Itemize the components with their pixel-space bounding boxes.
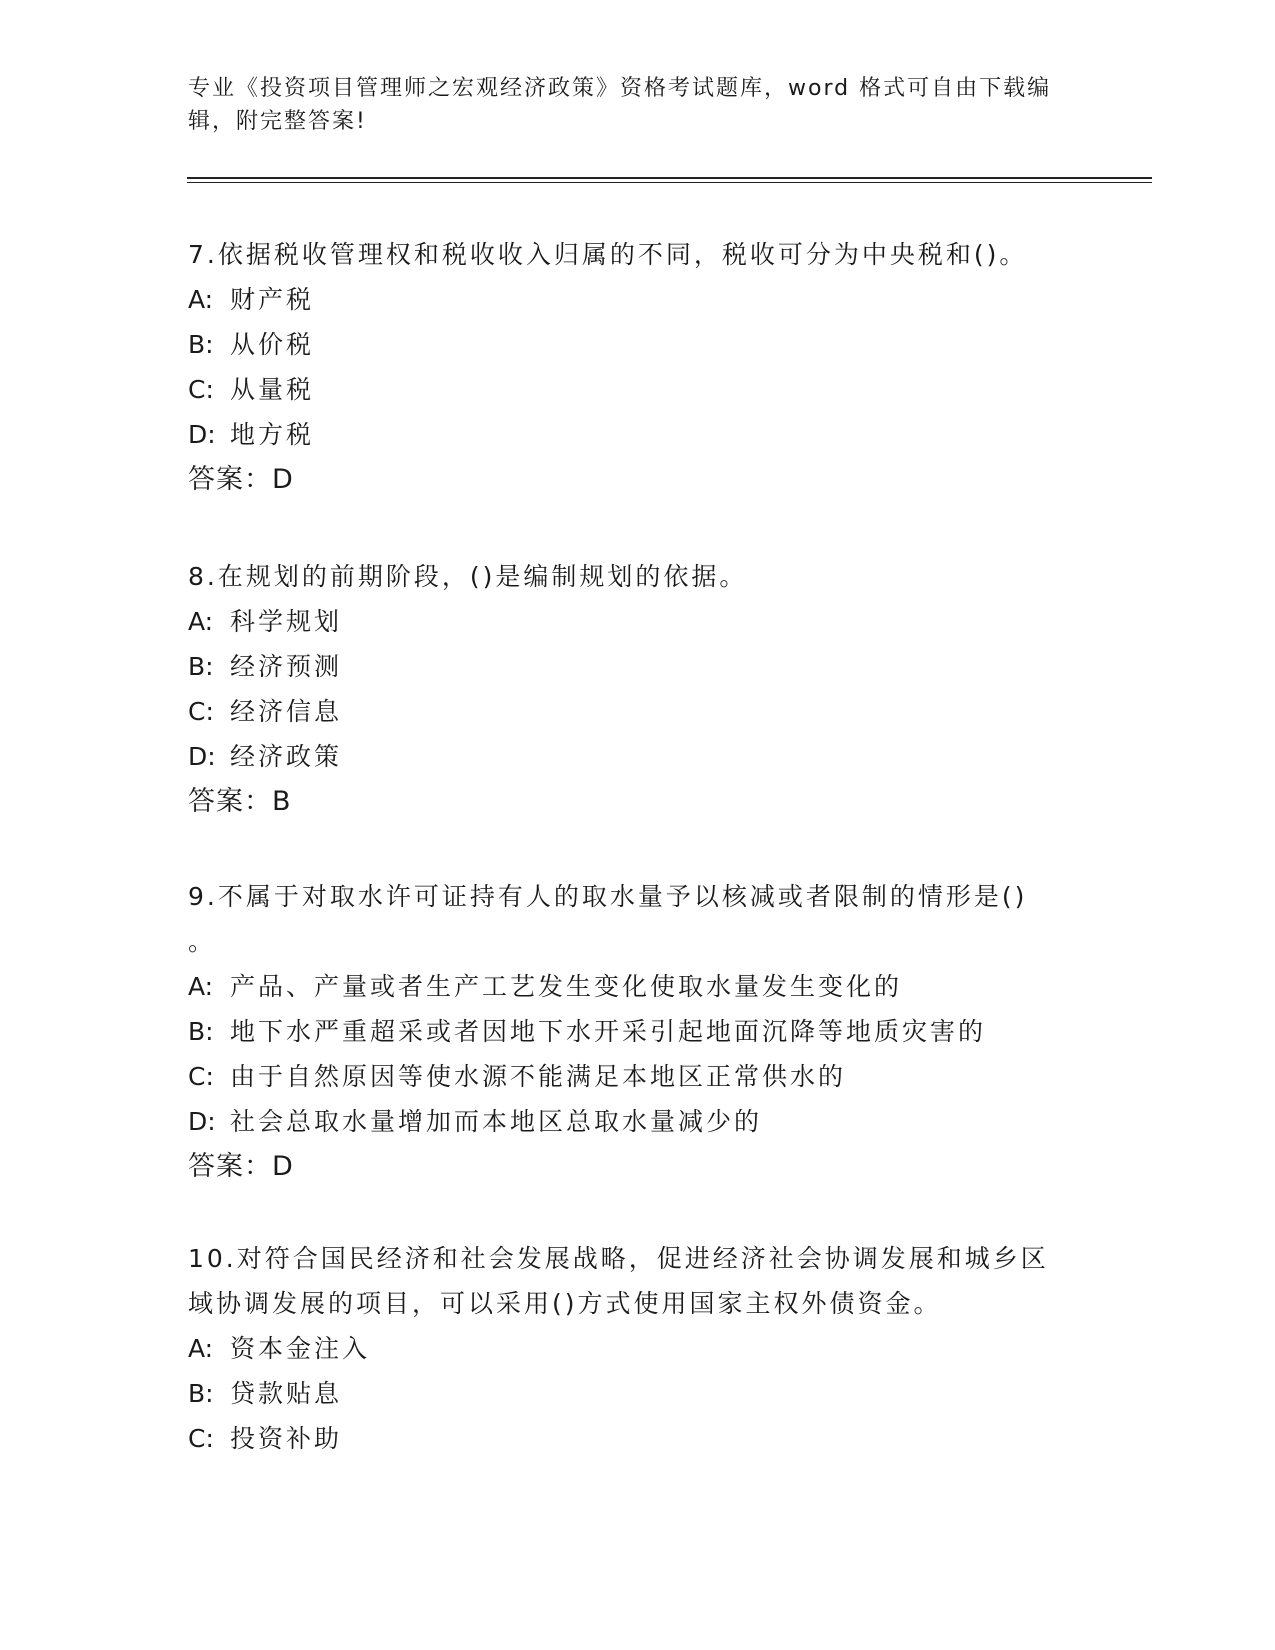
option-b xyxy=(188,1009,1088,1054)
option-text: 从价税 xyxy=(230,330,315,359)
option-key: A: xyxy=(188,607,214,636)
option-d xyxy=(188,734,1088,779)
option-text: 产品、产量或者生产工艺发生变化使取水量发生变化的 xyxy=(230,972,903,1001)
option-text: 地方税 xyxy=(230,420,315,449)
option-key: B: xyxy=(188,1017,214,1046)
header-line-1: 专业《投资项目管理师之宏观经济政策》资格考试题库，word 格式可自由下载编 xyxy=(188,76,1052,101)
header-divider-thick xyxy=(187,177,1152,179)
option-text: 由于自然原因等使水源不能满足本地区正常供水的 xyxy=(230,1062,847,1091)
option-key: A: xyxy=(188,1334,214,1363)
header-line-2: 辑，附完整答案! xyxy=(188,109,367,134)
option-key: C: xyxy=(188,697,214,726)
option-b xyxy=(188,644,1088,689)
question-8 xyxy=(188,554,1088,824)
option-key: C: xyxy=(188,1424,214,1453)
question-stem: 10.对符合国民经济和社会发展战略，促进经济社会协调发展和城乡区 xyxy=(188,1244,1049,1273)
option-c xyxy=(188,1054,1088,1099)
option-text: 投资补助 xyxy=(230,1424,343,1453)
option-text: 社会总取水量增加而本地区总取水量减少的 xyxy=(230,1107,763,1136)
option-key: A: xyxy=(188,972,214,1001)
question-stem: 7.依据税收管理权和税收收入归属的不同，税收可分为中央税和()。 xyxy=(188,240,1028,269)
question-stem: 8.在规划的前期阶段，()是编制规划的依据。 xyxy=(188,562,748,591)
answer: 答案：D xyxy=(188,464,294,495)
option-a xyxy=(188,599,1088,644)
document-header xyxy=(188,72,1088,138)
option-key: C: xyxy=(188,375,214,404)
option-key: C: xyxy=(188,1062,214,1091)
option-a xyxy=(188,964,1088,1009)
option-text: 地下水严重超采或者因地下水开采引起地面沉降等地质灾害的 xyxy=(230,1017,987,1046)
option-key: B: xyxy=(188,1379,214,1408)
option-d xyxy=(188,1099,1088,1144)
option-text: 经济预测 xyxy=(230,652,343,681)
option-key: A: xyxy=(188,285,214,314)
option-key: D: xyxy=(188,420,216,449)
question-stem: 9.不属于对取水许可证持有人的取水量予以核减或者限制的情形是() xyxy=(188,882,1028,911)
option-text: 财产税 xyxy=(230,285,315,314)
option-text: 从量税 xyxy=(230,375,315,404)
option-key: D: xyxy=(188,742,216,771)
question-7 xyxy=(188,232,1088,502)
option-d xyxy=(188,412,1088,457)
header-divider-thin xyxy=(187,182,1152,183)
question-stem-continued: 。 xyxy=(188,927,217,956)
question-stem-continued: 域协调发展的项目，可以采用()方式使用国家主权外债资金。 xyxy=(188,1289,942,1318)
option-key: D: xyxy=(188,1107,216,1136)
option-text: 经济政策 xyxy=(230,742,343,771)
question-9 xyxy=(188,874,1088,1189)
answer: 答案：B xyxy=(188,786,292,817)
option-b xyxy=(188,1371,1088,1416)
option-c xyxy=(188,689,1088,734)
option-b xyxy=(188,322,1088,367)
option-a xyxy=(188,277,1088,322)
option-c xyxy=(188,1416,1088,1461)
question-10 xyxy=(188,1236,1088,1461)
answer: 答案：D xyxy=(188,1151,294,1182)
option-key: B: xyxy=(188,652,214,681)
option-key: B: xyxy=(188,330,214,359)
option-c xyxy=(188,367,1088,412)
option-text: 科学规划 xyxy=(230,607,343,636)
option-text: 资本金注入 xyxy=(230,1334,371,1363)
option-a xyxy=(188,1326,1088,1371)
option-text: 经济信息 xyxy=(230,697,343,726)
option-text: 贷款贴息 xyxy=(230,1379,343,1408)
